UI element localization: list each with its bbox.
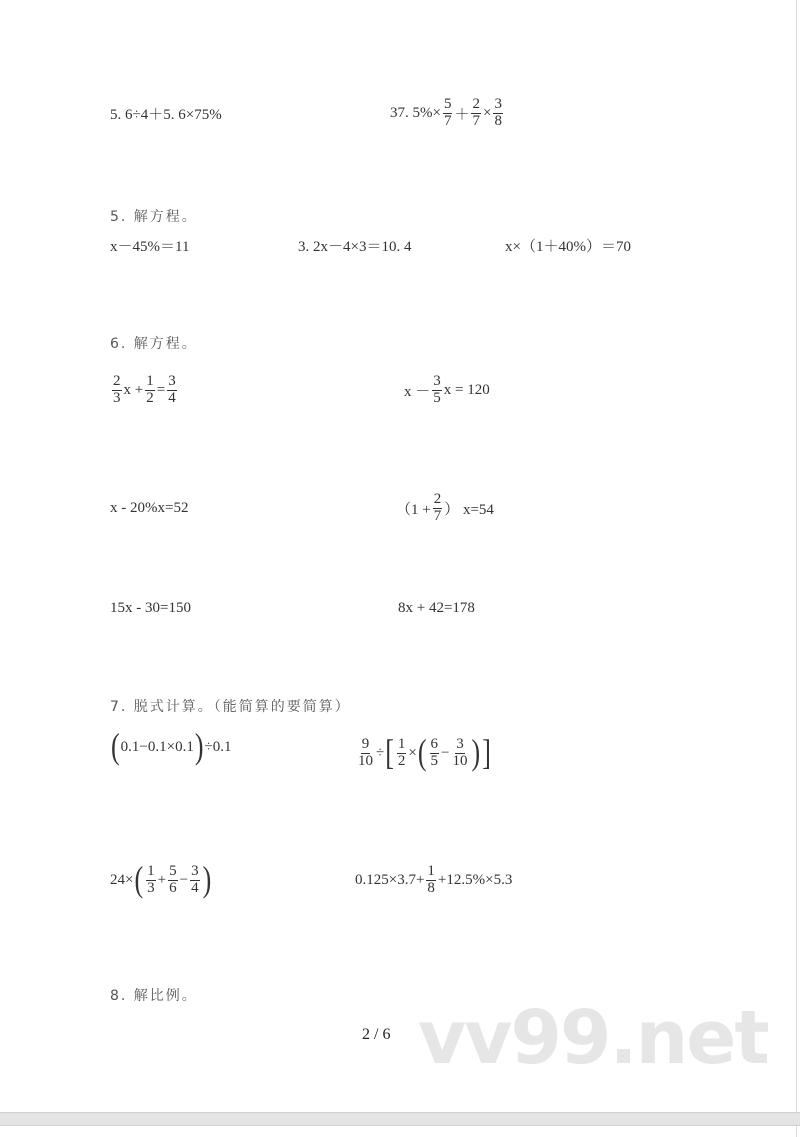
fraction bbox=[430, 737, 440, 770]
expression-text: ＋ bbox=[454, 106, 470, 123]
fraction-denominator: 4 bbox=[191, 879, 199, 896]
fraction-denominator: 7 bbox=[472, 112, 480, 129]
expression-text: ÷ bbox=[376, 744, 385, 761]
fraction-denominator: 8 bbox=[427, 879, 435, 896]
expression bbox=[390, 93, 505, 133]
bracket: ( bbox=[134, 859, 144, 900]
fraction-numerator: 1 bbox=[147, 862, 155, 879]
fraction-numerator: 2 bbox=[433, 490, 442, 507]
fraction bbox=[397, 737, 407, 770]
page-separator bbox=[0, 1112, 800, 1126]
fraction bbox=[433, 492, 443, 525]
fraction bbox=[432, 374, 442, 407]
equation bbox=[110, 588, 191, 628]
expression-text: x－45%＝11 bbox=[110, 238, 190, 255]
expression-text: +12.5%×5.3 bbox=[437, 871, 513, 888]
equation bbox=[110, 370, 179, 410]
equation bbox=[404, 370, 490, 410]
expression-text: 3. 2x－4×3＝10. 4 bbox=[298, 238, 412, 255]
fraction bbox=[145, 374, 155, 407]
watermark: vv99.net bbox=[418, 995, 768, 1081]
fraction-denominator: 7 bbox=[443, 112, 452, 129]
expression-text: x = 120 bbox=[443, 381, 490, 398]
expression bbox=[110, 93, 222, 133]
expression bbox=[110, 860, 212, 900]
fraction-denominator: 7 bbox=[433, 507, 442, 524]
expression-text: x - 20%x=52 bbox=[110, 499, 189, 516]
fraction-denominator: 8 bbox=[494, 112, 502, 129]
expression-text: × bbox=[482, 104, 492, 121]
expression-text: 0.125×3.7+ bbox=[355, 871, 425, 888]
equation bbox=[110, 225, 189, 265]
bracket: ] bbox=[482, 732, 491, 773]
expression-text: − bbox=[179, 871, 189, 888]
expression-text: 8x + 42=178 bbox=[398, 599, 475, 616]
fraction-numerator: 3 bbox=[168, 372, 176, 389]
fraction bbox=[426, 864, 436, 897]
expression-text: ÷0.1 bbox=[204, 738, 232, 755]
fraction bbox=[190, 864, 200, 897]
fraction bbox=[493, 97, 503, 130]
expression bbox=[355, 733, 492, 773]
bracket: [ bbox=[385, 732, 394, 773]
fraction bbox=[168, 864, 178, 897]
expression-text: x + bbox=[123, 381, 144, 398]
expression-text: 0.1−0.1×0.1 bbox=[120, 738, 194, 755]
fraction bbox=[471, 97, 481, 130]
fraction-numerator: 2 bbox=[472, 95, 480, 112]
equation bbox=[398, 588, 475, 628]
fraction bbox=[146, 864, 156, 897]
expression-text: x×（1＋40%）＝70 bbox=[505, 238, 631, 255]
fraction-numerator: 3 bbox=[456, 735, 464, 752]
fraction-denominator: 4 bbox=[168, 389, 176, 406]
expression-text: 24× bbox=[110, 871, 134, 888]
expression-text: − bbox=[441, 744, 450, 761]
expression-text: × bbox=[408, 744, 417, 761]
bracket: ) bbox=[194, 726, 204, 767]
fraction-denominator: 3 bbox=[113, 389, 121, 406]
fraction-numerator: 1 bbox=[427, 862, 435, 879]
fraction-denominator: 6 bbox=[169, 879, 177, 896]
next-page bbox=[0, 1126, 797, 1137]
expression-text: 37. 5%× bbox=[390, 104, 441, 121]
fraction-denominator: 2 bbox=[397, 752, 406, 769]
fraction-numerator: 5 bbox=[443, 95, 452, 112]
equation bbox=[110, 488, 188, 528]
fraction-denominator: 2 bbox=[146, 389, 154, 406]
fraction-numerator: 5 bbox=[169, 862, 177, 879]
fraction bbox=[443, 97, 453, 130]
question-7-heading: 7. 脱式计算。（能简算的要简算） bbox=[110, 699, 351, 715]
expression-text: = bbox=[156, 381, 166, 398]
fraction-numerator: 3 bbox=[191, 862, 199, 879]
expression-text: 15x - 30=150 bbox=[110, 599, 191, 616]
fraction bbox=[167, 374, 177, 407]
question-5-heading: 5. 解方程。 bbox=[110, 209, 198, 225]
expression-text: x － bbox=[404, 383, 431, 400]
fraction-numerator: 1 bbox=[397, 735, 406, 752]
fraction-numerator: 3 bbox=[433, 372, 441, 389]
question-6-heading: 6. 解方程。 bbox=[110, 336, 198, 352]
fraction-numerator: 3 bbox=[494, 95, 502, 112]
fraction-numerator: 9 bbox=[361, 735, 370, 752]
expression bbox=[110, 727, 232, 767]
page-number: 2 / 6 bbox=[362, 1026, 391, 1043]
fraction-numerator: 1 bbox=[146, 372, 154, 389]
fraction-denominator: 5 bbox=[433, 389, 441, 406]
bracket: ( bbox=[417, 732, 427, 773]
expression bbox=[355, 860, 512, 900]
fraction bbox=[112, 374, 122, 407]
fraction-denominator: 10 bbox=[452, 752, 468, 769]
expression-text: （1 + bbox=[396, 501, 431, 518]
equation bbox=[396, 488, 494, 528]
equation bbox=[505, 225, 631, 265]
bracket: ) bbox=[471, 732, 481, 773]
bracket: ( bbox=[111, 726, 120, 767]
expression-text: 5. 6÷4＋5. 6×75% bbox=[110, 106, 222, 123]
question-8-heading: 8. 解比例。 bbox=[110, 988, 198, 1004]
fraction bbox=[357, 737, 374, 770]
expression-text: + bbox=[157, 871, 167, 888]
bracket: ) bbox=[202, 859, 212, 900]
expression-text: ） x=54 bbox=[444, 501, 494, 518]
fraction-numerator: 6 bbox=[430, 735, 439, 752]
fraction-denominator: 5 bbox=[430, 752, 439, 769]
fraction-denominator: 10 bbox=[358, 752, 373, 769]
fraction-denominator: 3 bbox=[147, 879, 155, 896]
fraction-numerator: 2 bbox=[113, 372, 121, 389]
fraction bbox=[452, 737, 469, 770]
equation bbox=[298, 225, 411, 265]
